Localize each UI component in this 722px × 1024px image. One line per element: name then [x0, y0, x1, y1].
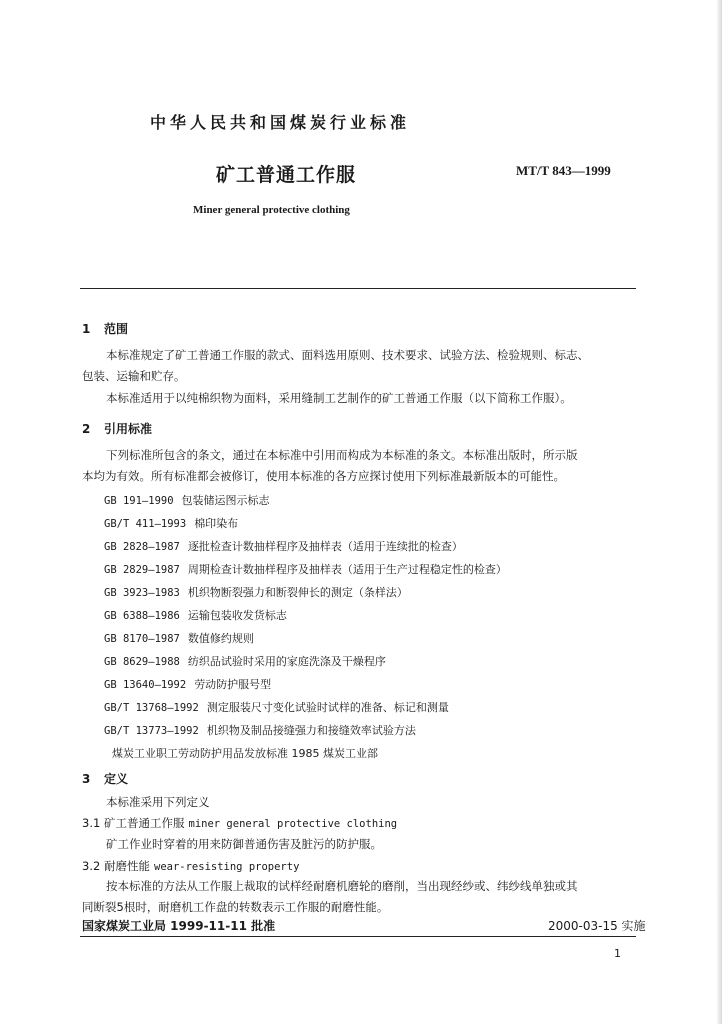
page-number: 1: [614, 947, 621, 960]
reference-code: GB/T 13768—1992: [104, 702, 199, 714]
reference-item: [104, 722, 416, 738]
reference-title: 逐批检查计数抽样程序及抽样表（适用于连续批的检查）: [187, 540, 463, 553]
definition-term: [82, 858, 299, 874]
reference-item: [104, 561, 507, 577]
definition-text: 矿工作业时穿着的用来防御普通伤害及脏污的防护服。: [106, 837, 382, 851]
standard-header: 中华人民共和国煤炭行业标准: [150, 113, 411, 132]
reference-item: [104, 676, 271, 692]
reference-title: 纺织品试验时采用的家庭洗涤及干燥程序: [187, 655, 386, 668]
reference-code: GB 6388—1986: [104, 610, 180, 622]
reference-code: GB/T 411—1993: [104, 518, 187, 530]
english-title: Miner general protective clothing: [193, 204, 350, 216]
section-number: 2: [82, 422, 91, 436]
standard-code: MT/T 843—1999: [516, 163, 611, 178]
reference-title: 数值修约规则: [187, 632, 254, 645]
definition-term-en: wear-resisting property: [154, 861, 300, 873]
definition-term: [82, 815, 397, 831]
reference-title: 周期检查计数抽样程序及抽样表（适用于生产过程稳定性的检查）: [187, 563, 507, 576]
section-title: 范围: [104, 322, 129, 336]
reference-title: 机织物及制品接缝强力和接缝效率试验方法: [206, 724, 416, 737]
reference-title: 运输包装收发货标志: [187, 609, 287, 622]
references-intro-line: 本均为有效。所有标准都会被修订，使用本标准的各方应探讨使用下列标准最新版本的可能性。: [82, 469, 565, 483]
reference-code: GB 13640—1992: [104, 679, 187, 691]
scope-paragraph-line: 本标准规定了矿工普通工作服的款式、面料选用原则、技术要求、试验方法、检验规则、标志、: [106, 348, 589, 362]
reference-item: [104, 538, 463, 554]
reference-code: GB/T 13773—1992: [104, 725, 199, 737]
reference-item: [104, 584, 408, 600]
reference-code: GB 8170—1987: [104, 633, 180, 645]
section-title: 定义: [104, 772, 129, 786]
section-title: 引用标准: [104, 422, 153, 436]
effective-date: 2000-03-15 实施: [548, 919, 646, 933]
references-intro-line: 下列标准所包含的条文，通过在本标准中引用而构成为本标准的条文。本标准出版时，所示版: [106, 448, 578, 462]
reference-title: 机织物断裂强力和断裂伸长的测定（条样法）: [187, 586, 408, 599]
reference-code: GB 3923—1983: [104, 587, 180, 599]
reference-item: [104, 607, 287, 623]
reference-code: GB 2828—1987: [104, 541, 180, 553]
reference-title: 包装储运图示标志: [181, 494, 270, 507]
section-heading-scope: [82, 320, 128, 337]
reference-item: [104, 492, 270, 508]
reference-code: GB 2829—1987: [104, 564, 180, 576]
reference-title: 劳动防护服号型: [194, 678, 272, 691]
reference-code: GB 8629—1988: [104, 656, 180, 668]
reference-item: [104, 699, 449, 715]
scope-paragraph-line: 包装、运输和贮存。: [82, 369, 186, 383]
reference-title: 测定服装尺寸变化试验时试样的准备、标记和测量: [206, 701, 449, 714]
definition-text: 同断裂5根时，耐磨机工作盘的转数表示工作服的耐磨性能。: [82, 900, 389, 914]
definition-term-en: miner general protective clothing: [188, 818, 398, 830]
scan-edge-shadow: [716, 0, 722, 1024]
definition-text: 按本标准的方法从工作服上裁取的试样经耐磨机磨轮的磨削，当出现经纱或、纬纱线单独或其: [106, 879, 578, 893]
definition-number: 3.2: [82, 859, 101, 873]
definition-term-zh: 矿工普通工作服: [104, 816, 185, 830]
document-title: 矿工普通工作服: [216, 164, 357, 186]
scope-paragraph-line: 本标准适用于以纯棉织物为面料，采用缝制工艺制作的矿工普通工作服（以下简称工作服）。: [106, 391, 572, 405]
section-heading-definitions: [82, 770, 128, 787]
reference-item: [104, 515, 238, 531]
definition-number: 3.1: [82, 816, 101, 830]
definition-term-zh: 耐磨性能: [104, 859, 150, 873]
reference-item: [104, 653, 386, 669]
section-heading-references: [82, 420, 152, 437]
section-number: 1: [82, 322, 91, 336]
reference-title: 棉印染布: [194, 517, 239, 530]
reference-code: GB 191—1990: [104, 495, 174, 507]
section-number: 3: [82, 772, 91, 786]
reference-item: [104, 630, 254, 646]
definitions-intro: 本标准采用下列定义: [106, 795, 210, 809]
header-rule: [80, 288, 636, 289]
approval-statement: 国家煤炭工业局 1999-11-11 批准: [82, 919, 276, 933]
reference-extra: 煤炭工业职工劳动防护用品发放标准 1985 煤炭工业部: [112, 747, 378, 760]
footer-rule: [80, 936, 636, 937]
